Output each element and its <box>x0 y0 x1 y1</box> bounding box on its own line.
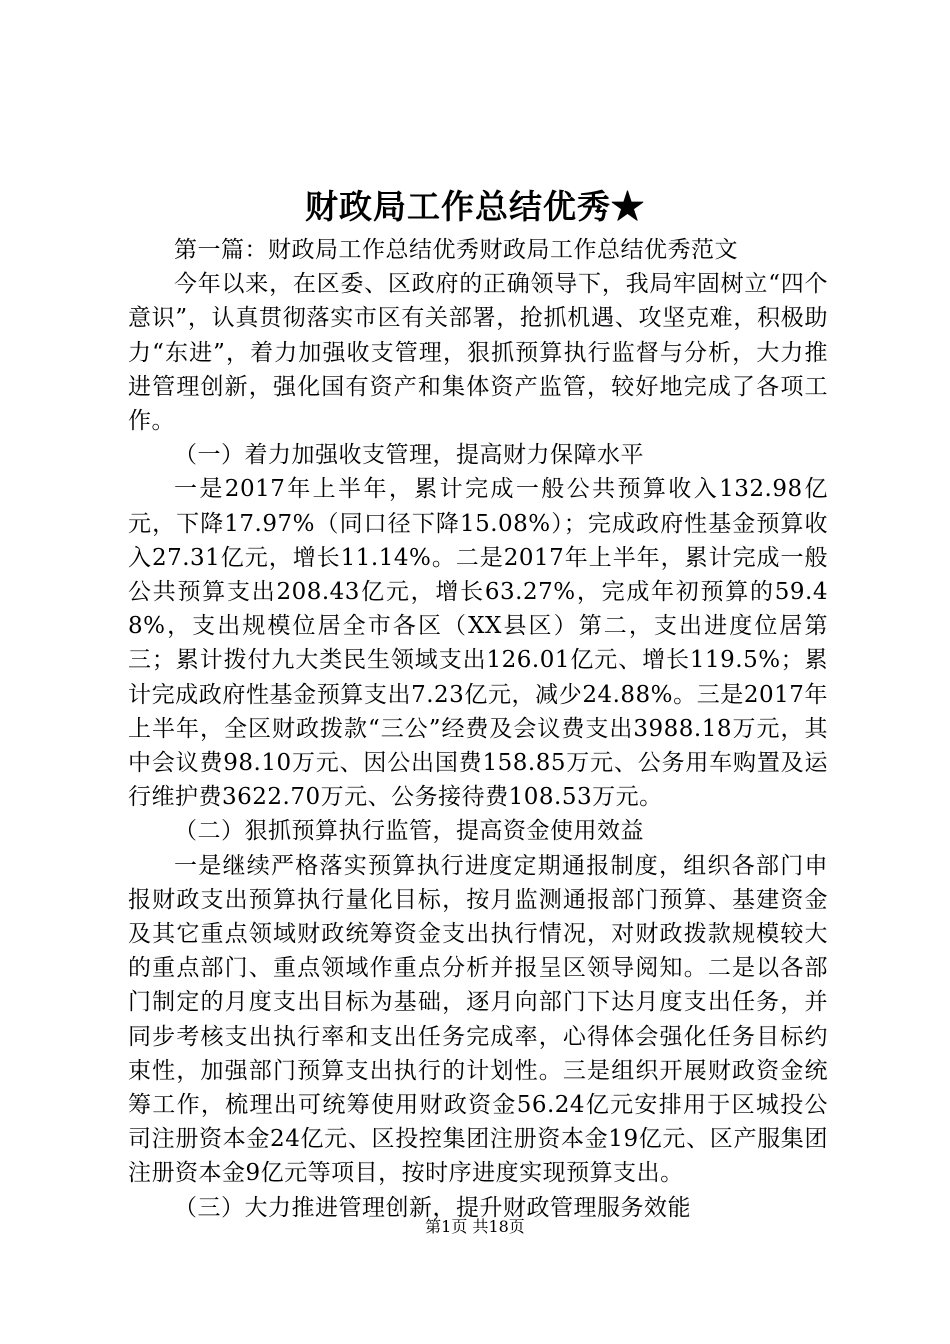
subheading-1: （一）着力加强收支管理，提高财力保障水平 <box>174 442 644 469</box>
section-heading: 第一篇：财政局工作总结优秀财政局工作总结优秀范文 <box>174 237 738 263</box>
paragraph-revenue-expenditure: 一是2017年上半年，累计完成一般公共预算收入132.98亿元，下降17.97%（同口径下降15.08%）；完成政府性基金预算收入27.31亿元，增长11.14%。二是2017年上半年，累计完成一般公共预算支出208.43亿元，增长63.27%，完成年初预算的59.48%，支出规模位居全市各区（XX县区）第二，支出进度位居第三；累计拨付九大类民生领域支出126.01亿元、增长119.5%；累计完成政府性基金预算支出7.23亿元，减少24.88%。三是2017年上半年，全区财政拨款“三公”经费及会议费支出3988.18万元，其中会议费98.10万元、因公出国费158.85万元、公务用车购置及运行维护费3622.70万元、公务接待费108.53万元。 <box>128 476 828 811</box>
document-body <box>128 233 828 1225</box>
subheading-2: （二）狠抓预算执行监管，提高资金使用效益 <box>174 818 644 845</box>
intro-paragraph: 今年以来，在区委、区政府的正确领导下，我局牢固树立“四个意识”，认真贯彻落实市区有关部署，抢抓机遇、攻坚克难，积极助力“东进”，着力加强收支管理，狠抓预算执行监督与分析，大力推进管理创新，强化国有资产和集体资产监管，较好地完成了各项工作。 <box>128 271 828 435</box>
paragraph-budget-supervision: 一是继续严格落实预算执行进度定期通报制度，组织各部门申报财政支出预算执行量化目标，按月监测通报部门预算、基建资金及其它重点领域财政统筹资金支出执行情况，对财政拨款规模较大的重点部门、重点领域作重点分析并报呈区领导阅知。二是以各部门制定的月度支出目标为基础，逐月向部门下达月度支出任务，并同步考核支出执行率和支出任务完成率，心得体会强化任务目标约束性，加强部门预算支出执行的计划性。三是组织开展财政资金统筹工作，梳理出可统筹使用财政资金56.24亿元安排用于区城投公司注册资本金24亿元、区投控集团注册资本金19亿元、区产服集团注册资本金9亿元等项目，按时序进度实现预算支出。 <box>128 852 828 1187</box>
document-title: 财政局工作总结优秀★ <box>305 187 645 226</box>
subheading-3: （三）大力推进管理创新，提升财政管理服务效能 <box>174 1194 691 1221</box>
page-footer: 第1页 共18页 <box>425 1217 525 1236</box>
